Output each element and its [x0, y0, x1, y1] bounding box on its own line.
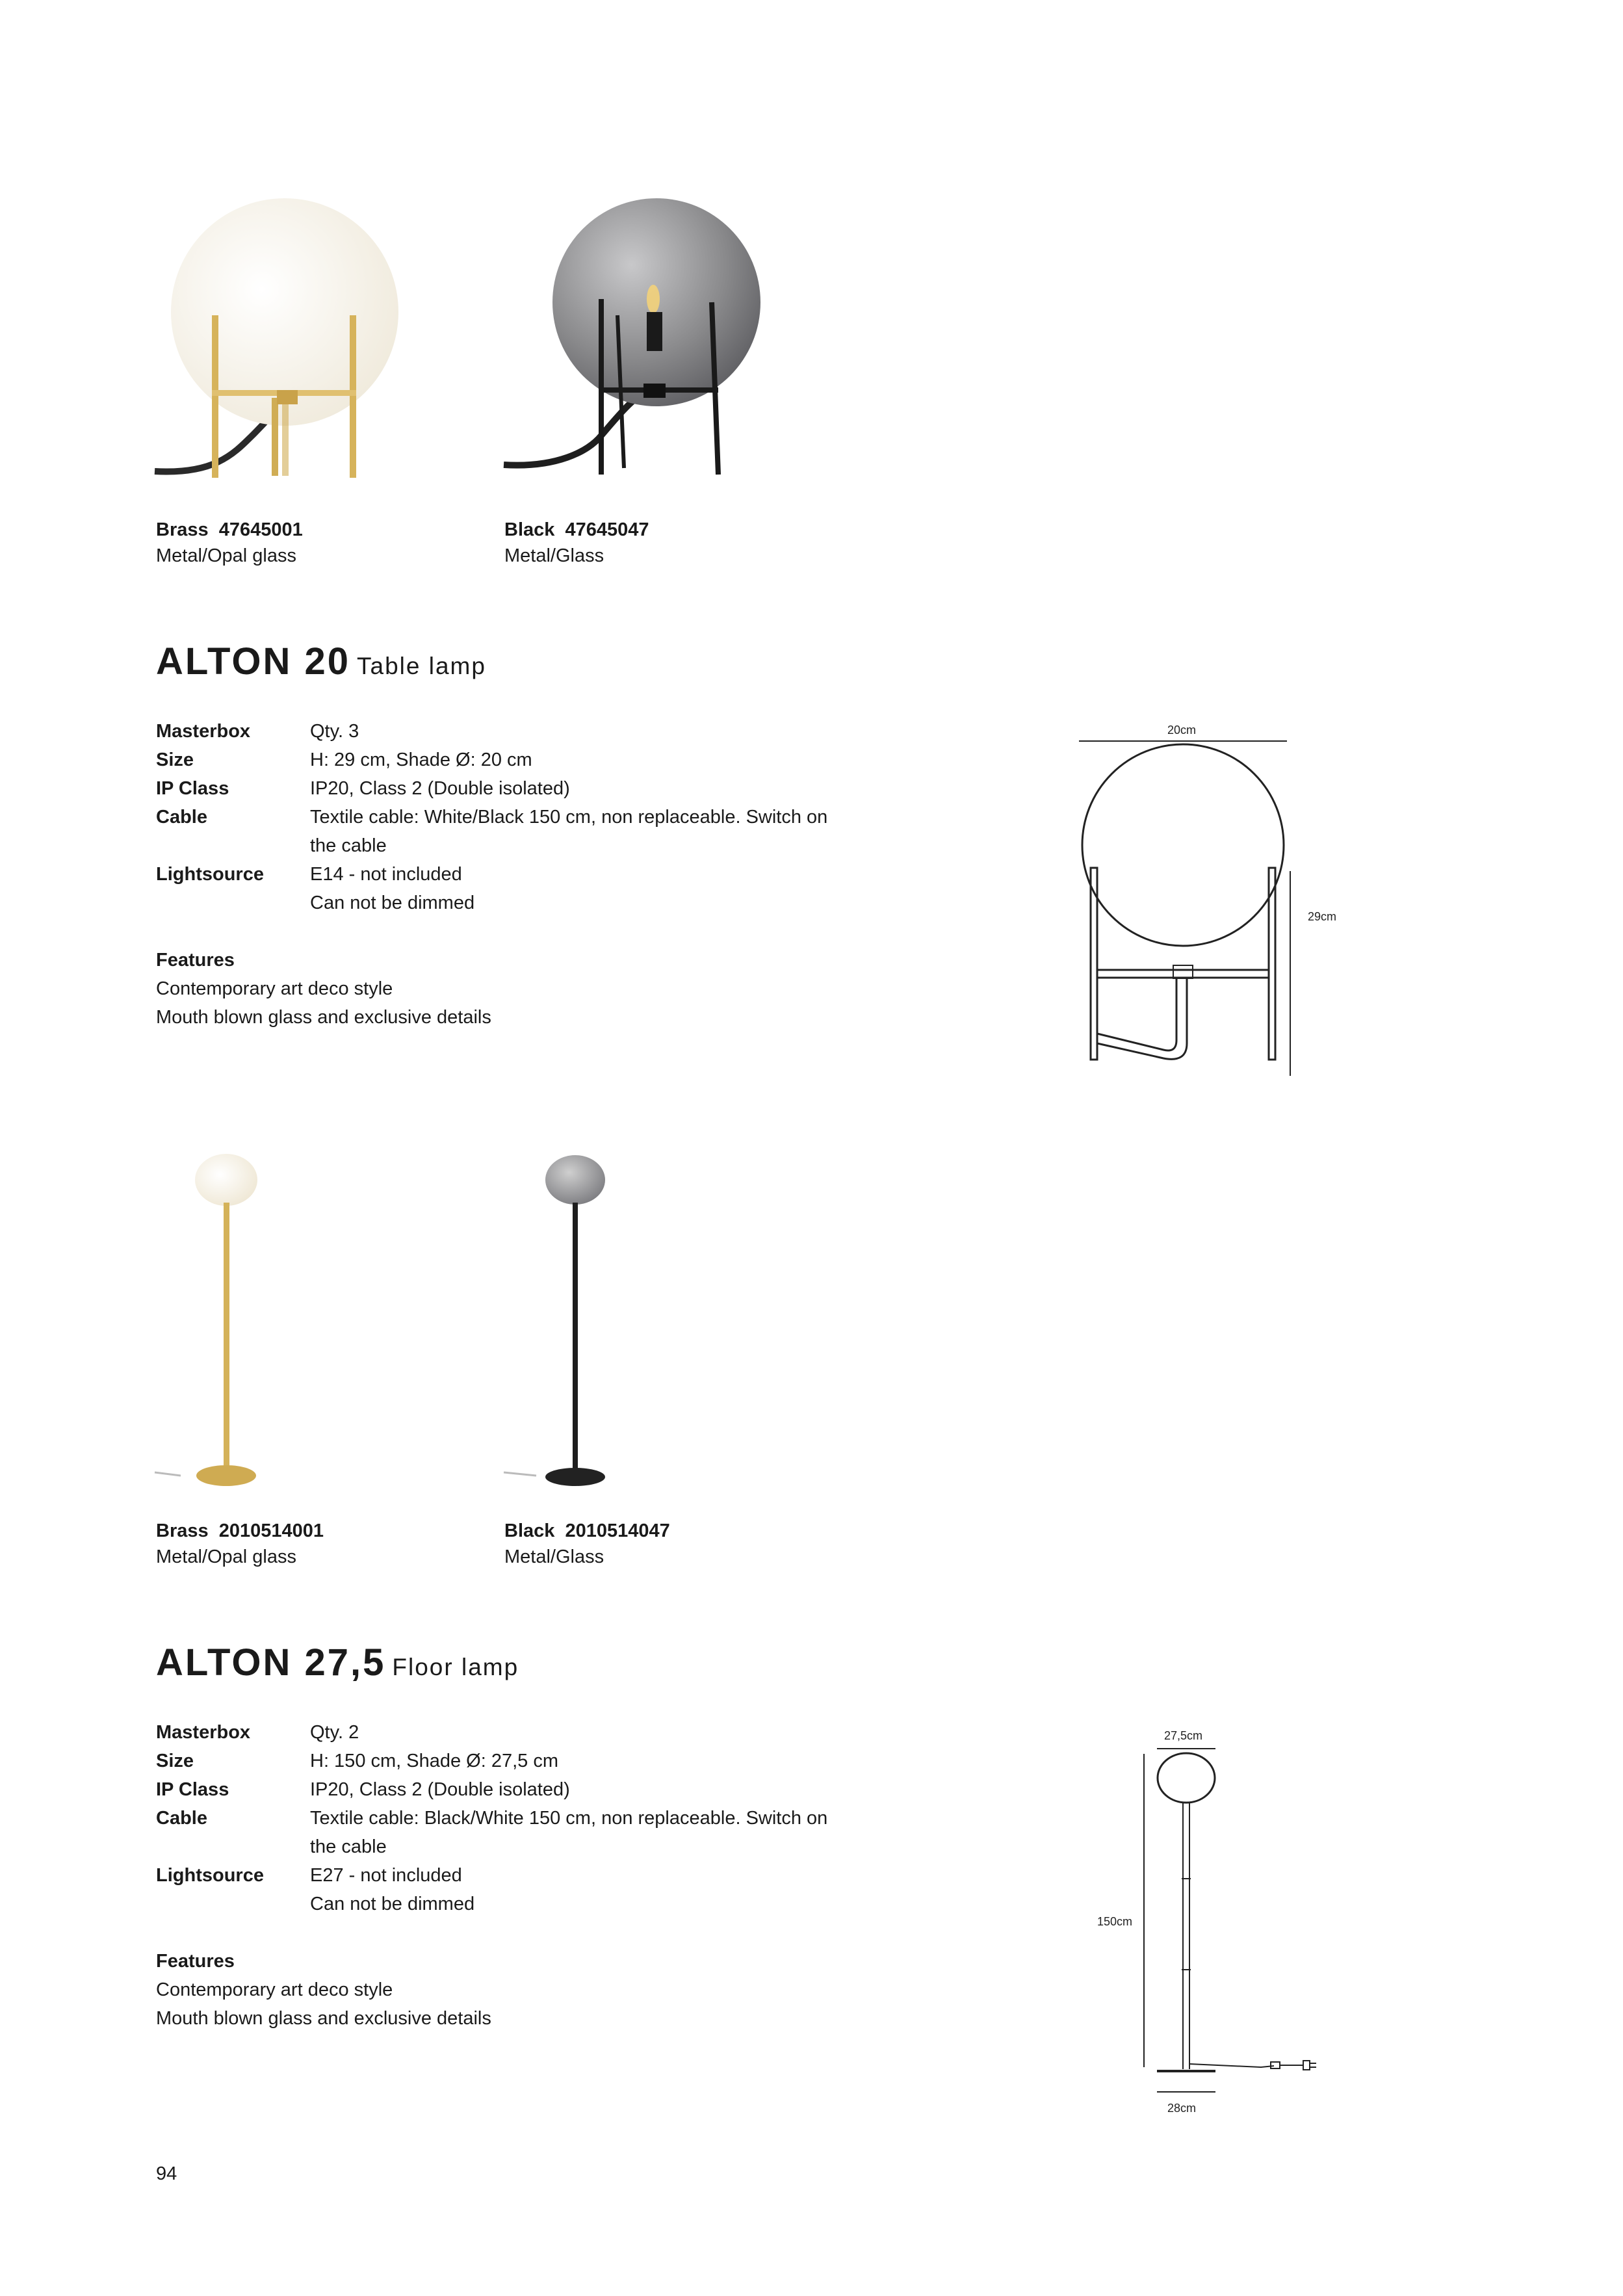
black-table-lamp-icon — [504, 195, 777, 488]
feature-item: Contemporary art deco style — [156, 1979, 393, 2000]
brass-table-lamp-icon — [155, 195, 402, 488]
spec-value: Textile cable: Black/White 150 cm, non replaceable. Switch on — [310, 1808, 828, 1829]
variant-finish: Brass — [156, 1520, 209, 1541]
variant-code: 2010514047 — [565, 1520, 670, 1541]
product-type: Table lamp — [357, 653, 486, 679]
spec-label: Size — [156, 750, 194, 770]
dimension-shade: 27,5cm — [1164, 1729, 1203, 1742]
spec-label: Cable — [156, 1808, 207, 1829]
variant-material: Metal/Glass — [504, 1546, 604, 1567]
product-type: Floor lamp — [392, 1654, 519, 1680]
variant-caption — [504, 1518, 670, 1570]
product-title — [156, 639, 486, 689]
dimension-height: 150cm — [1097, 1915, 1133, 1928]
variant-material: Metal/Opal glass — [156, 545, 296, 566]
feature-item: Mouth blown glass and exclusive details — [156, 1007, 491, 1028]
spec-value: Can not be dimmed — [310, 1894, 475, 1914]
spec-value: H: 29 cm, Shade Ø: 20 cm — [310, 750, 532, 770]
variant-code: 47645047 — [565, 519, 649, 540]
spec-value: H: 150 cm, Shade Ø: 27,5 cm — [310, 1751, 559, 1771]
spec-value: E27 - not included — [310, 1865, 462, 1886]
spec-value: Qty. 3 — [310, 721, 359, 742]
product-title — [156, 1640, 519, 1690]
page-number: 94 — [156, 2163, 177, 2184]
features-title: Features — [156, 950, 235, 971]
spec-value: Textile cable: White/Black 150 cm, non replaceable. Switch on — [310, 807, 828, 828]
features-title: Features — [156, 1951, 235, 1972]
table-lamp-dimension-drawing — [1059, 715, 1358, 1079]
product-name: ALTON 27,5 — [156, 1641, 386, 1684]
variant-material: Metal/Glass — [504, 545, 604, 566]
floor-lamp-dimension-drawing — [1131, 1723, 1345, 2113]
spec-label: Masterbox — [156, 721, 251, 742]
spec-value: Qty. 2 — [310, 1722, 359, 1743]
spec-label: Lightsource — [156, 864, 264, 885]
spec-value: the cable — [310, 835, 387, 856]
product-name: ALTON 20 — [156, 640, 351, 683]
spec-label: Cable — [156, 807, 207, 828]
black-floor-lamp-icon — [504, 1151, 699, 1502]
variant-caption — [156, 1518, 324, 1570]
spec-label: Masterbox — [156, 1722, 251, 1743]
spec-label: IP Class — [156, 1779, 229, 1800]
dimension-base: 28cm — [1167, 2102, 1197, 2115]
dimension-height: 29cm — [1308, 910, 1337, 923]
spec-label: Lightsource — [156, 1865, 264, 1886]
spec-label: Size — [156, 1751, 194, 1771]
feature-item: Mouth blown glass and exclusive details — [156, 2008, 491, 2029]
spec-table — [156, 717, 936, 932]
spec-label: IP Class — [156, 778, 229, 799]
features-block — [156, 946, 491, 1032]
feature-item: Contemporary art deco style — [156, 978, 393, 999]
brass-floor-lamp-icon — [155, 1151, 317, 1502]
spec-value: Can not be dimmed — [310, 893, 475, 913]
variant-material: Metal/Opal glass — [156, 1546, 296, 1567]
spec-value: IP20, Class 2 (Double isolated) — [310, 1779, 570, 1800]
variant-finish: Brass — [156, 519, 209, 540]
spec-value: E14 - not included — [310, 864, 462, 885]
features-block — [156, 1947, 491, 2033]
variant-caption — [156, 517, 303, 569]
variant-finish: Black — [504, 1520, 555, 1541]
spec-table — [156, 1718, 936, 1933]
variant-finish: Black — [504, 519, 555, 540]
spec-value: IP20, Class 2 (Double isolated) — [310, 778, 570, 799]
variant-code: 2010514001 — [218, 1520, 324, 1541]
dimension-width: 20cm — [1167, 724, 1197, 737]
variant-code: 47645001 — [218, 519, 303, 540]
variant-caption — [504, 517, 649, 569]
spec-value: the cable — [310, 1836, 387, 1857]
